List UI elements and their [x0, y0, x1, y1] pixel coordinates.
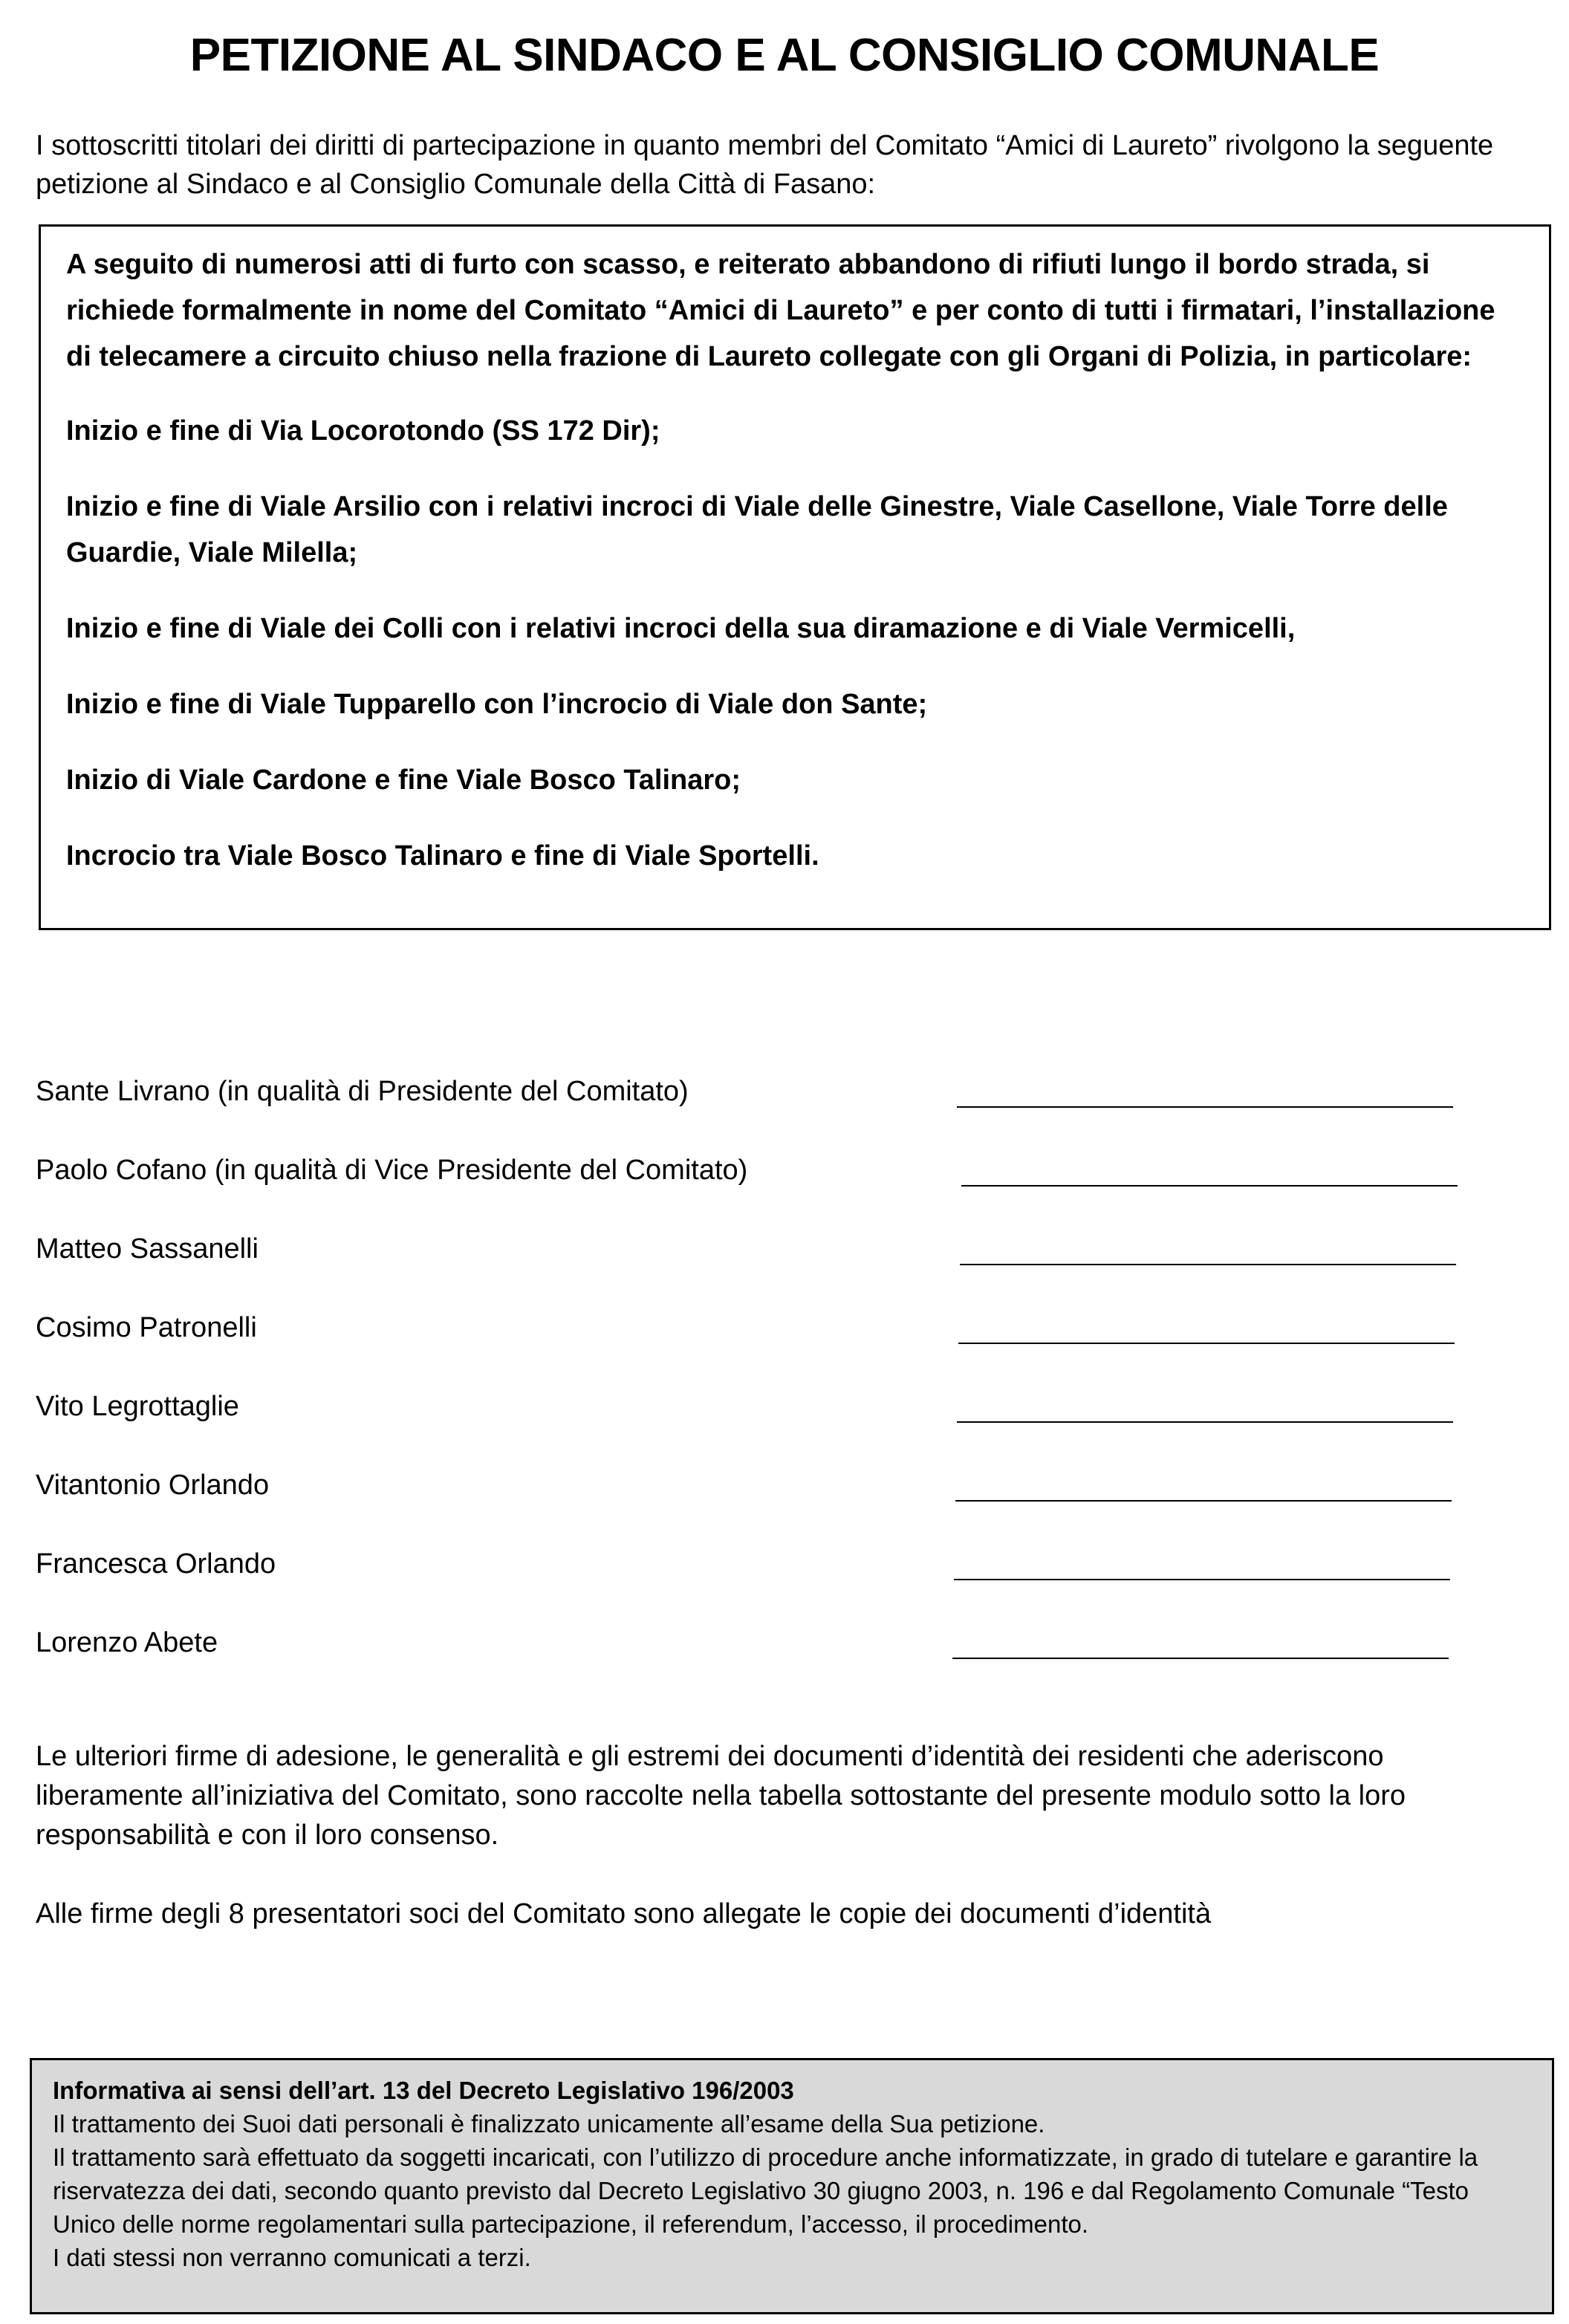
signature-row	[36, 1452, 1521, 1531]
signatory-name: Paolo Cofano (in qualità di Vice Presidente del Comitato)	[36, 1155, 748, 1186]
signature-line[interactable]	[961, 1185, 1458, 1187]
privacy-text: I dati stessi non verranno comunicati a terzi.	[53, 2244, 531, 2271]
signatory-name: Vito Legrottaglie	[36, 1391, 239, 1422]
signatory-name: Cosimo Patronelli	[36, 1312, 257, 1343]
signatory-name: Francesca Orlando	[36, 1548, 276, 1580]
signature-line[interactable]	[960, 1264, 1456, 1265]
request-main-text: A seguito di numerosi atti di furto con scasso, e reiterato abbandono di rifiuti lungo il bordo strada, si richiede formalmente in nome del Comitato “Amici di Laureto” e per conto di tutti i firmatari, l’installazione di telecamere a circuito chiuso nella frazione di Laureto collegate con gli Organi di Polizia, in particolare:	[66, 249, 1495, 372]
intro-paragraph: I sottoscritti titolari dei diritti di partecipazione in quanto membri del Comitato “Amici di Laureto” rivolgono la seguente petizione al Sindaco e al Consiglio Comunale della Città di Fasano:	[36, 130, 1494, 200]
signatory-name: Sante Livrano (in qualità di Presidente del Comitato)	[36, 1076, 689, 1107]
signature-line[interactable]	[955, 1500, 1452, 1502]
signatures-list	[36, 1059, 1521, 1689]
signatory-name: Vitantonio Orlando	[36, 1470, 270, 1501]
location-item: Inizio di Viale Cardone e fine Viale Bosco Talinaro;	[66, 765, 741, 796]
privacy-notice	[30, 2058, 1554, 2314]
signature-row	[36, 1216, 1521, 1295]
signatory-name: Matteo Sassanelli	[36, 1233, 259, 1265]
signature-row	[36, 1374, 1521, 1452]
signature-row	[36, 1137, 1521, 1216]
adhesion-note: Le ulteriori firme di adesione, le generalità e gli estremi dei documenti d’identità dei residenti che aderiscono liberamente all’iniziativa del Comitato, sono raccolte nella tabella sottostante del presente modulo sotto la loro responsabilità e con il loro consenso.	[36, 1741, 1406, 1851]
signature-line[interactable]	[957, 1421, 1453, 1423]
signature-line[interactable]	[952, 1658, 1449, 1659]
signatory-name: Lorenzo Abete	[36, 1627, 218, 1658]
signature-row	[36, 1059, 1521, 1137]
request-box	[39, 224, 1551, 930]
location-item: Inizio e fine di Viale Arsilio con i relativi incroci di Viale delle Ginestre, Viale Casellone, Viale Torre delle Guardie, Viale Milella;	[66, 491, 1448, 568]
signature-line[interactable]	[958, 1343, 1455, 1344]
signature-line[interactable]	[954, 1579, 1450, 1580]
location-item: Inizio e fine di Viale dei Colli con i relativi incroci della sua diramazione e di Viale Vermicelli,	[66, 613, 1296, 644]
signature-row	[36, 1531, 1521, 1610]
location-item: Inizio e fine di Via Locorotondo (SS 172 Dir);	[66, 415, 660, 447]
signature-row	[36, 1295, 1521, 1374]
signature-row	[36, 1610, 1521, 1689]
location-item: Incrocio tra Viale Bosco Talinaro e fine di Viale Sportelli.	[66, 840, 819, 872]
privacy-title: Informativa ai sensi dell’art. 13 del Decreto Legislativo 196/2003	[53, 2077, 794, 2104]
privacy-text: Il trattamento dei Suoi dati personali è finalizzato unicamente all’esame della Sua petizione.	[53, 2110, 1045, 2138]
attachments-note: Alle firme degli 8 presentatori soci del Comitato sono allegate le copie dei documenti d’identità	[36, 1898, 1212, 1929]
page-title: PETIZIONE AL SINDACO E AL CONSIGLIO COMUNALE	[189, 30, 1380, 81]
privacy-text: Il trattamento sarà effettuato da soggetti incaricati, con l’utilizzo di procedure anche informatizzate, in grado di tutelare e garantire la riservatezza dei dati, secondo quanto previsto dal Decreto Legislativo 30 giugno 2003, n. 196 e dal Regolamento Comunale “Testo Unico delle norme regolamentari sulla partecipazione, il referendum, l’accesso, il procedimento.	[53, 2143, 1478, 2238]
signature-line[interactable]	[957, 1106, 1453, 1108]
location-item: Inizio e fine di Viale Tupparello con l’incrocio di Viale don Sante;	[66, 689, 928, 720]
